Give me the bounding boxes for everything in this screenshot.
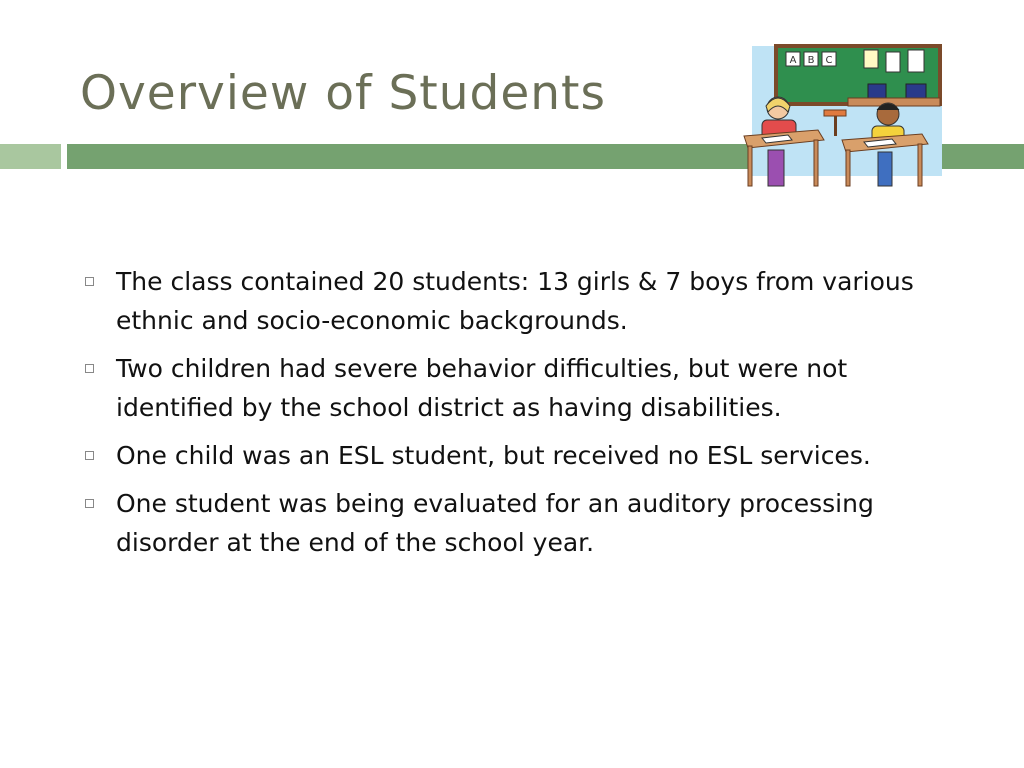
slide-title: Overview of Students — [80, 66, 606, 121]
bullet-text: The class contained 20 students: 13 girls & 7 boys from various ethnic and socio-economic backgrounds. — [116, 267, 914, 335]
square-bullet-icon — [85, 499, 94, 508]
bullet-item — [80, 436, 940, 475]
bullet-item — [80, 349, 940, 427]
board-letter-b: B — [807, 55, 815, 66]
board-letter-a: A — [789, 55, 797, 66]
accent-bar-left — [0, 144, 61, 169]
square-bullet-icon — [85, 277, 94, 286]
square-bullet-icon — [85, 451, 94, 460]
board-letter-c: C — [825, 55, 833, 66]
bullet-list — [80, 262, 940, 571]
bullet-text: Two children had severe behavior difficulties, but were not identified by the school district as having disabilities. — [116, 354, 848, 422]
bullet-text: One child was an ESL student, but received no ESL services. — [116, 441, 871, 470]
bullet-item — [80, 484, 940, 562]
classroom-clipart-icon — [738, 40, 944, 190]
square-bullet-icon — [85, 364, 94, 373]
bullet-item — [80, 262, 940, 340]
bullet-text: One student was being evaluated for an auditory processing disorder at the end of the school year. — [116, 489, 874, 557]
